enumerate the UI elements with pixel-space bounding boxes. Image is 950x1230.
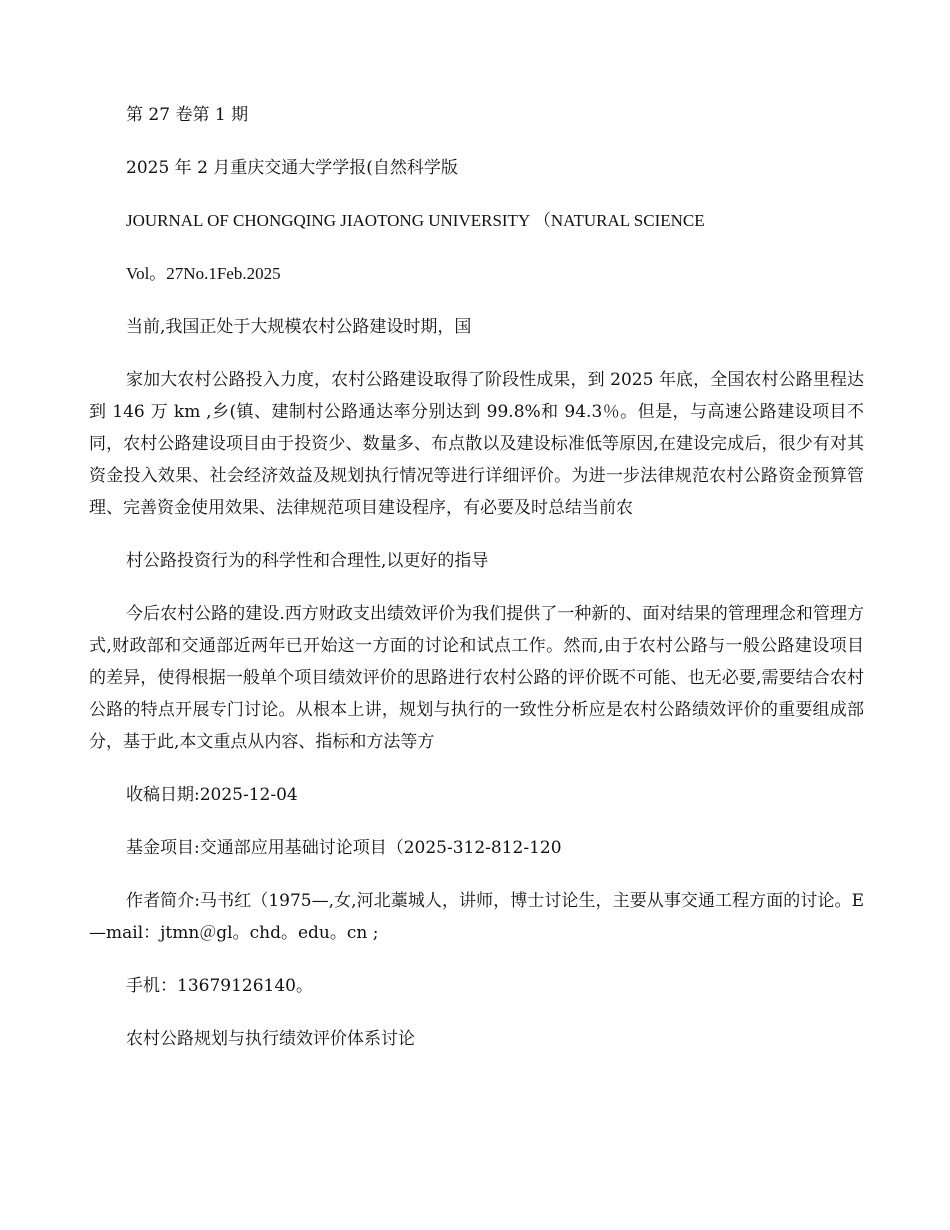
body-paragraph-1: 当前,我国正处于大规模农村公路建设时期，国 <box>126 317 472 337</box>
phone-line: 手机：13679126140。 <box>126 976 313 996</box>
author-bio: 作者简介:马书红（1975—,女,河北藁城人，讲师，博士讨论生，主要从事交通工程方面的讨论。E—mail：jtmn＠gl。chd。edu。cn ; <box>89 891 864 943</box>
article-title: 农村公路规划与执行绩效评价体系讨论 <box>126 1029 415 1049</box>
fund-project: 基金项目:交通部应用基础讨论项目（2025-312-812-120 <box>126 838 562 858</box>
volume-line: Vol。27No.1Feb.2025 <box>126 264 281 283</box>
body-paragraph-2: 家加大农村公路投入力度，农村公路建设取得了阶段性成果，到 2025 年底，全国农村公路里程达到 146 万 km ,乡(镇、建制村公路通达率分别达到 99.8%和 94.3％。但是，与高速公路建设项目不同，农村公路建设项目由于投资少、数量多、布点散以及建设标准低等原因,在建设完成后，很少有对其资金投入效果、社会经济效益及规划执行情况等进行详细评价。为进一步法律规范农村公路资金预算管理、完善资金使用效果、法律规范项目建设程序，有必要及时总结当前农 <box>89 370 864 518</box>
journal-date-cn: 2025 年 2 月重庆交通大学学报(自然科学版 <box>126 158 458 178</box>
received-date: 收稿日期:2025-12-04 <box>126 785 298 805</box>
journal-title-en: JOURNAL OF CHONGQING JIAOTONG UNIVERSITY （NATURAL SCIENCE <box>126 211 705 230</box>
body-paragraph-3: 村公路投资行为的科学性和合理性,以更好的指导 <box>126 551 489 571</box>
volume-issue: 第 27 卷第 1 期 <box>126 105 249 125</box>
document-page <box>89 99 864 1076</box>
body-paragraph-4: 今后农村公路的建设.西方财政支出绩效评价为我们提供了一种新的、面对结果的管理理念和管理方式,财政部和交通部近两年已开始这一方面的讨论和试点工作。然而,由于农村公路与一般公路建设项目的差异，使得根据一般单个项目绩效评价的思路进行农村公路的评价既不可能、也无必要,需要结合农村公路的特点开展专门讨论。从根本上讲，规划与执行的一致性分析应是农村公路绩效评价的重要组成部分，基于此,本文重点从内容、指标和方法等方 <box>89 604 864 752</box>
